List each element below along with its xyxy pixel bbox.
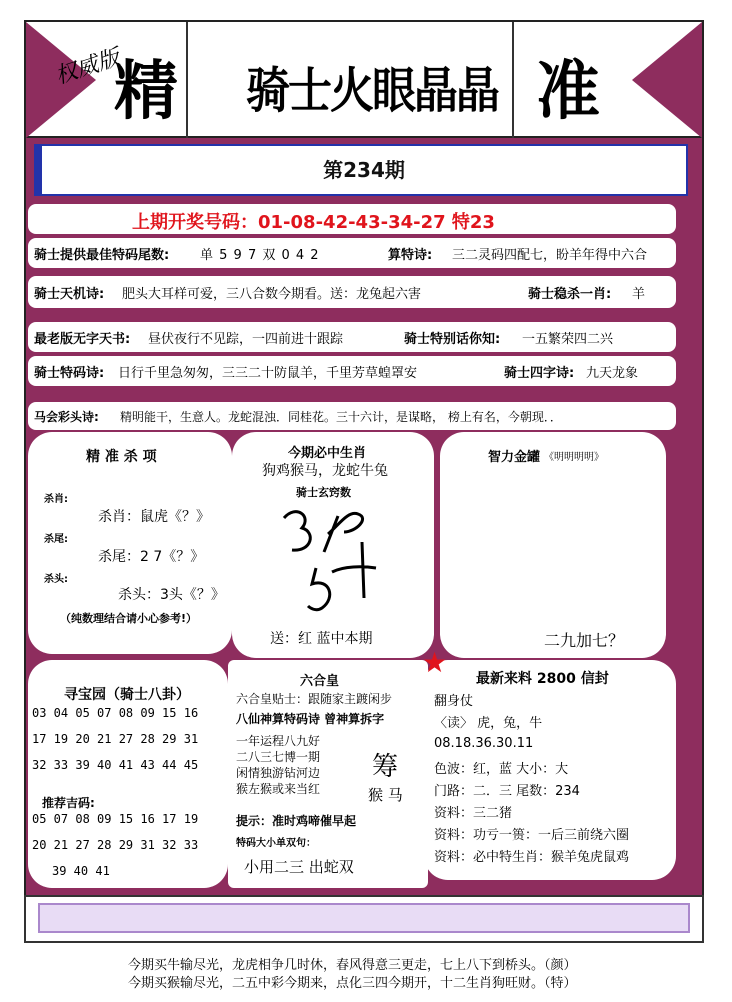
zodiac-send: 送：红 蓝中本期 xyxy=(270,631,373,647)
zodiac-title: 今期必中生肖 xyxy=(288,446,367,461)
last-draw-banner: 上期开奖号码：01-08-42-43-34-27 特23 xyxy=(28,204,676,234)
row-text: 三二灵码四配七，盼羊年得中六合 xyxy=(452,248,648,263)
liuhe-tip: 六合皇贴士：跟随家主踱闲步 xyxy=(236,692,393,706)
kill-head: 杀头：3头《？》 xyxy=(118,587,225,603)
kill-label: 杀尾: xyxy=(44,534,68,545)
brand-title: 骑士火眼晶晶 xyxy=(246,62,498,119)
treasure-panel xyxy=(28,660,228,888)
row-label: 骑士四字诗: xyxy=(504,366,575,381)
kill-panel xyxy=(28,432,232,654)
liuhe-poem-line: 猴左猴或来当红 xyxy=(236,782,321,796)
info-row-2 xyxy=(28,276,676,308)
latest-line: 翻身仗 xyxy=(434,694,474,709)
liuhe-answer: 小用二三 出蛇双 xyxy=(244,858,354,876)
latest-line: 〈读〉 虎，兔，牛 xyxy=(434,716,543,731)
row-label: 算特诗: xyxy=(388,248,433,263)
row-text: 单 5 9 7 双 0 4 2 xyxy=(200,248,320,263)
latest-line: 资料：功亏一篑：一后三前绕六圈 xyxy=(434,828,630,843)
lucky-row: 20 21 27 28 29 31 32 33 xyxy=(32,838,199,852)
latest-panel xyxy=(424,660,676,880)
liuhe-hint2: 特码大小单双句： xyxy=(236,838,316,849)
smart-answer: 二九加七？ xyxy=(544,631,625,650)
info-row-1 xyxy=(28,238,676,268)
liuhe-poem-line: 闲情独游钻河边 xyxy=(236,766,321,780)
latest-line: 08.18.36.30.11 xyxy=(434,736,534,751)
row-label: 骑士特码诗: xyxy=(34,366,105,381)
kill-tail: 杀尾：2 7《？》 xyxy=(98,549,205,565)
kill-note: （纯数理结合请小心参考!） xyxy=(60,612,198,625)
footer-poem-line: 今期买牛输尽光，龙虎相争几时休，春风得意三更走，七上八下到桥头。（颜） xyxy=(128,958,577,973)
zodiac-panel xyxy=(232,432,434,658)
liuhe-poem-title: 八仙神算特码诗 曾神算拆字 xyxy=(236,712,385,726)
lucky-row: 05 07 08 09 15 16 17 19 xyxy=(32,812,199,826)
footer-poem-line: 今期买猴输尽光，二五中彩今期来，点化三四今期开，十二生肖狗旺财。（特） xyxy=(128,976,577,991)
zodiac-sub: 骑士玄窍数 xyxy=(296,486,351,499)
header-divider xyxy=(186,22,188,138)
edition-label: 权威版 xyxy=(52,45,123,90)
row-label: 骑士特别话你知: xyxy=(404,332,501,347)
lucky-row: 39 40 41 xyxy=(52,864,110,878)
row-label: 马会彩头诗: xyxy=(34,410,99,424)
liuhe-title: 六合皇 xyxy=(300,674,340,689)
kill-label: 杀肖: xyxy=(44,494,68,505)
smart-title: 智力金罐 xyxy=(488,450,541,465)
lucky-title: 推荐吉码: xyxy=(42,796,95,810)
row-text: 肥头大耳样可爱，三八合数今期看。送：龙兔起六害 xyxy=(122,287,422,302)
row-label: 骑士提供最佳特码尾数: xyxy=(34,248,170,263)
info-row-5 xyxy=(28,402,676,430)
latest-title: 最新来料 2800 信封 xyxy=(476,671,609,687)
handwritten-numbers xyxy=(272,502,402,632)
liuhe-poem-line: 一年运程八九好 xyxy=(236,734,321,748)
treasure-row: 17 19 20 21 27 28 29 31 xyxy=(32,732,199,746)
latest-line: 资料：三二猪 xyxy=(434,806,513,821)
smart-panel xyxy=(440,432,666,658)
title-left-char: 精 xyxy=(114,54,178,129)
liuhe-poem-line: 二八三七博一期 xyxy=(236,750,321,764)
header xyxy=(24,20,704,138)
right-triangle-decoration xyxy=(632,22,702,138)
kill-label: 杀头: xyxy=(44,574,68,585)
liuhe-panel xyxy=(228,660,428,888)
latest-line: 资料：必中特生肖：猴羊兔虎鼠鸡 xyxy=(434,850,630,865)
row-text: 一五繁荣四二兴 xyxy=(522,332,614,347)
info-row-4 xyxy=(28,356,676,386)
row-label: 最老版无字天书: xyxy=(34,332,131,347)
treasure-row: 03 04 05 07 08 09 15 16 xyxy=(32,706,199,720)
smart-sub: 《明明明明》 xyxy=(544,452,604,463)
row-label: 骑士稳杀一肖: xyxy=(528,287,612,302)
liuhe-hint: 提示：准时鸡啼催早起 xyxy=(236,814,357,828)
footer-inner-box xyxy=(38,903,690,933)
row-label: 骑士天机诗: xyxy=(34,287,105,302)
row-text: 九天龙象 xyxy=(586,366,639,381)
title-right-char: 准 xyxy=(536,54,600,129)
latest-line: 色波：红，蓝 大小：大 xyxy=(434,762,569,777)
kill-title: 精 准 杀 项 xyxy=(86,449,157,465)
treasure-row: 32 33 39 40 41 43 44 45 xyxy=(32,758,199,772)
issue-number: 第234期 xyxy=(323,158,405,182)
kill-zodiac: 杀肖：鼠虎《？》 xyxy=(98,509,210,525)
row-text: 羊 xyxy=(632,287,646,302)
row-text: 精明能干，生意人。龙蛇混浊．同桂花。三十六计，是谋略， 榜上有名，今朝现．． xyxy=(120,410,562,424)
treasure-title: 寻宝园（骑士八卦） xyxy=(64,687,190,703)
liuhe-side: 猴 马 xyxy=(368,786,403,804)
liuhe-big-char: 筹 xyxy=(372,752,399,782)
star-icon: ★ xyxy=(422,646,448,679)
latest-line: 门路：二．三 尾数：234 xyxy=(434,784,580,799)
info-row-3 xyxy=(28,322,676,352)
row-text: 日行千里急匆匆，三三二十防鼠羊，千里芳草蝗罩安 xyxy=(118,366,418,381)
zodiac-text: 狗鸡猴马，龙蛇牛兔 xyxy=(262,463,388,479)
issue-bar xyxy=(34,144,688,196)
row-text: 昼伏夜行不见踪，一四前进十跟踪 xyxy=(148,332,344,347)
